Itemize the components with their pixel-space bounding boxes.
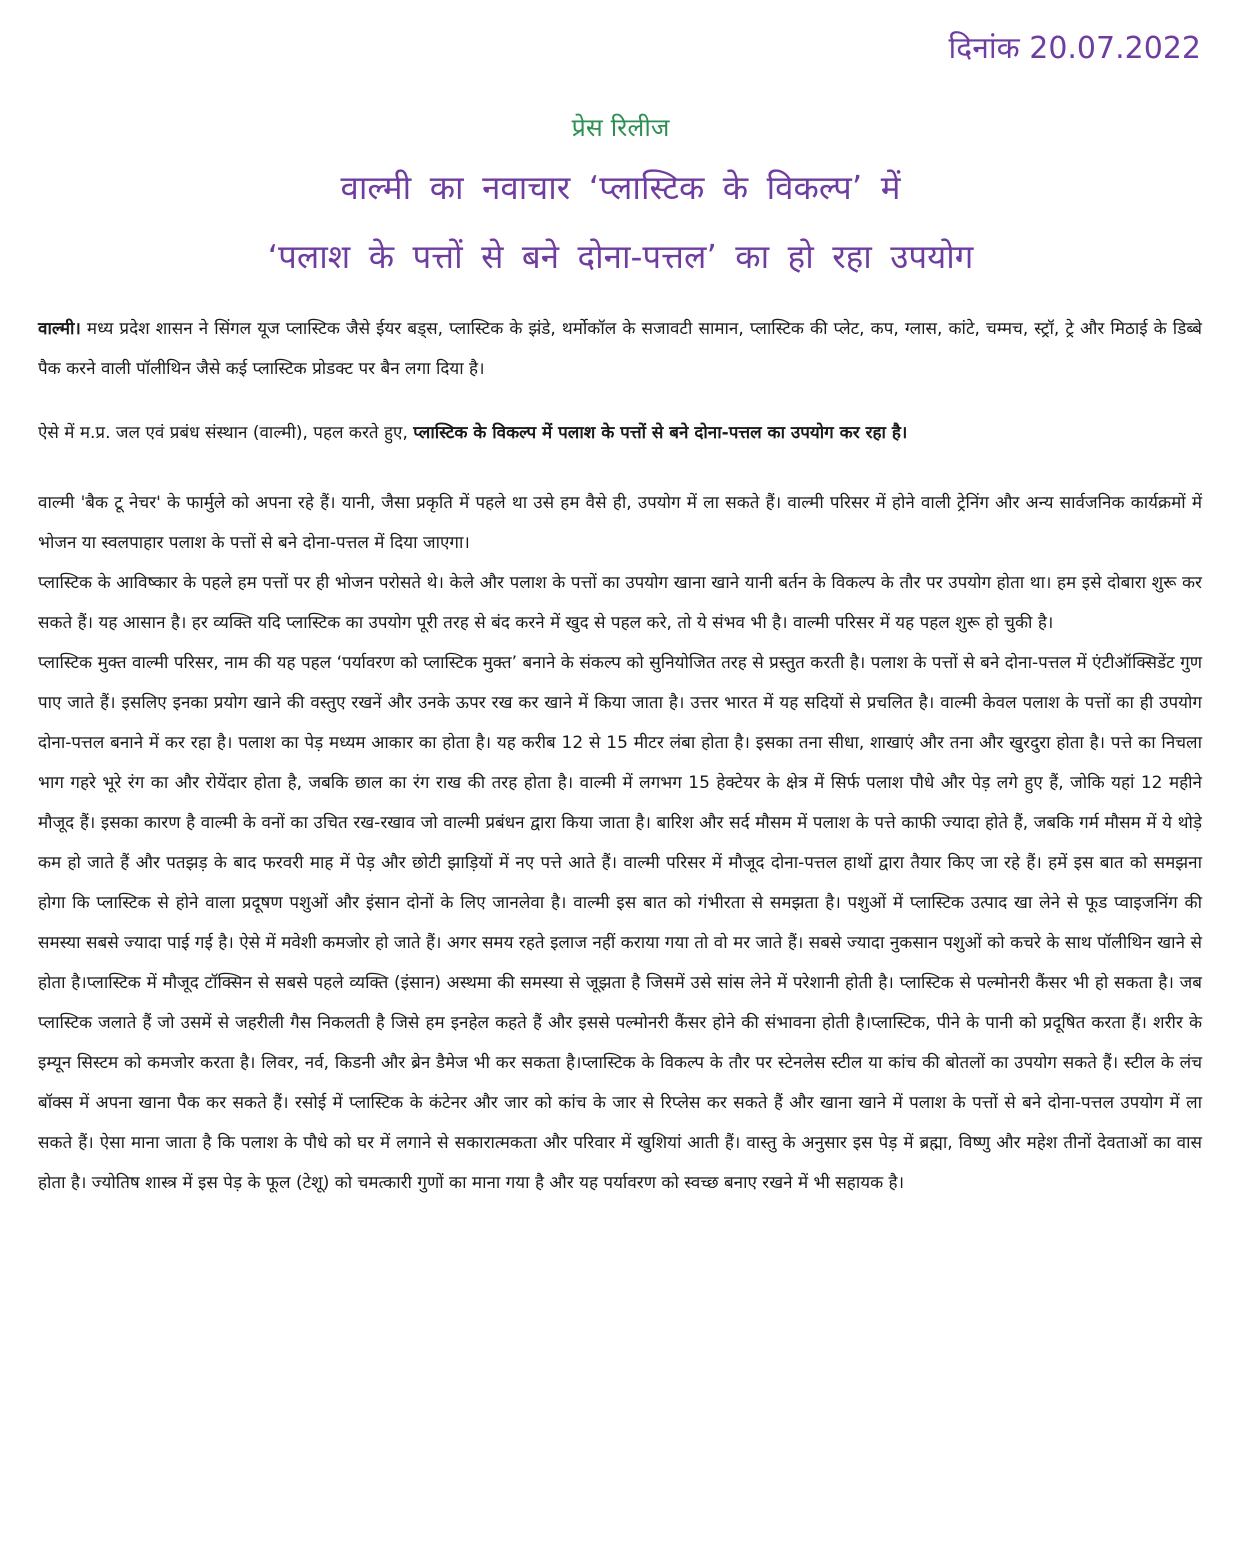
paragraph-4: प्लास्टिक के आविष्कार के पहले हम पत्तों पर ही भोजन परोसते थे। केले और पलाश के पत्तों का उपयोग खाना खाने यानी बर्तन के विकल्प के तौर पर उपयोग होता था। हम इसे दोबारा शुरू कर सकते हैं। यह आसान है। हर व्यक्ति यदि प्लास्टिक का उपयोग पूरी तरह से बंद करने में खुद से पहल करे, तो ये संभव भी है। वाल्मी परिसर में यह पहल शुरू हो चुकी है। <box>38 573 1202 633</box>
release-date: दिनांक 20.07.2022 <box>948 31 1201 66</box>
press-release-label: प्रेस रिलीज <box>571 113 670 142</box>
title-line-1: वाल्मी का नवाचार ‘प्लास्टिक के विकल्प’ में <box>340 167 901 207</box>
article-body <box>38 309 1202 1203</box>
paragraph-5: प्लास्टिक मुक्त वाल्मी परिसर, नाम की यह पहल ‘पर्यावरण को प्लास्टिक मुक्त’ बनाने के संकल्प को सुनियोजित तरह से प्रस्तुत करती है। पलाश के पत्तों से बने दोना-पत्तल में एंटीऑक्सिडेंट गुण पाए जाते हैं। इसलिए इनका प्रयोग खाने की वस्तुए रखनें और उनके ऊपर रख कर खाने में किया जाता है। उत्तर भारत में यह सदियों से प्रचलित है। वाल्मी केवल पलाश के पत्तों का ही उपयोग दोना-पत्तल बनाने में कर रहा है। पलाश का पेड़ मध्यम आकार का होता है। यह करीब 12 से 15 मीटर लंबा होता है। इसका तना सीधा, शाखाएं और तना और खुरदुरा होता है। पत्ते का निचला भाग गहरे भूरे रंग का और रोयेंदार होता है, जबकि छाल का रंग राख की तरह होता है। वाल्मी में लगभग 15 हेक्टेयर के क्षेत्र में सिर्फ पलाश पौधे और पेड़ लगे हुए हैं, जोकि यहां 12 महीने मौजूद हैं। इसका कारण है वाल्मी के वनों का उचित रख-रखाव जो वाल्मी प्रबंधन द्वारा किया जाता है। बारिश और सर्द मौसम में पलाश के पत्ते काफी ज्यादा होते हैं, जबकि गर्म मौसम में ये थोड़े कम हो जाते हैं और पतझड़ के बाद फरवरी माह में पेड़ और छोटी झाड़ियों में नए पत्ते आते हैं। वाल्मी परिसर में मौजूद दोना-पत्तल हाथों द्वारा तैयार किए जा रहे हैं। हमें इस बात को समझना होगा कि प्लास्टिक से होने वाला प्रदूषण पशुओं और इंसान दोनों के लिए जानलेवा है। वाल्मी इस बात को गंभीरता से समझता है। पशुओं में प्लास्टिक उत्पाद खा लेने से फूड प्वाइजनिंग की समस्या सबसे ज्यादा पाई गई है। ऐसे में मवेशी कमजोर हो जाते हैं। अगर समय रहते इलाज नहीं कराया गया तो वो मर जाते हैं। सबसे ज्यादा नुकसान पशुओं को कचरे के साथ पॉलीथिन खाने से होता है।प्लास्टिक में मौजूद टॉक्सिन से सबसे पहले व्यक्ति (इंसान) अस्थमा की समस्या से जूझता है जिसमें उसे सांस लेने में परेशानी होती है। प्लास्टिक से पल्मोनरी कैंसर भी हो सकता है। जब प्लास्टिक जलाते हैं जो उसमें से जहरीली गैस निकलती है जिसे हम इनहेल कहते हैं और इससे पल्मोनरी कैंसर होने की संभावना होती है।प्लास्टिक, पीने के पानी को प्रदूषित करता हैं। शरीर के इम्यून सिस्टम को कमजोर करता है। लिवर, नर्व, किडनी और ब्रेन डैमेज भी कर सकता है।प्लास्टिक के विकल्प के तौर पर स्टेनलेस स्टील या कांच की बोतलों का उपयोग सकते हैं। स्टील के लंच बॉक्स में अपना खाना पैक कर सकते हैं। रसोई में प्लास्टिक के कंटेनर और जार को कांच के जार से रिप्लेस कर सकते हैं और खाना खाने में पलाश के पत्तों से बने दोना-पत्तल उपयोग में ला सकते हैं। ऐसा माना जाता है कि पलाश के पौधे को घर में लगाने से सकारात्मकता और परिवार में खुशियां आती हैं। वास्तु के अनुसार इस पेड़ में ब्रह्मा, विष्णु और महेश तीनों देवताओं का वास होता है। ज्योतिष शास्त्र में इस पेड़ के फूल (टेशू) को चमत्कारी गुणों का माना गया है और यह पर्यावरण को स्वच्छ बनाए रखने में भी सहायक है। <box>38 653 1202 1193</box>
paragraph-2 <box>38 413 1202 453</box>
paragraph-2-highlight: प्लास्टिक के विकल्प में पलाश के पत्तों से बने दोना-पत्तल का उपयोग कर रहा है। <box>413 423 908 443</box>
paragraph-1-text: मध्य प्रदेश शासन ने सिंगल यूज प्लास्टिक जैसे ईयर बड्स, प्लास्टिक के झंडे, थर्मोकॉल के सजावटी सामान, प्लास्टिक की प्लेट, कप, ग्लास, कांटे, चम्मच, स्ट्रॉ, ट्रे और मिठाई के डिब्बे पैक करने वाली पॉलीथिन जैसे कई प्लास्टिक प्रोडक्ट पर बैन लगा दिया है। <box>38 319 1202 379</box>
paragraph-1 <box>38 309 1202 389</box>
title-line-2: ‘पलाश के पत्तों से बने दोना-पत्तल’ का हो रहा उपयोग <box>267 236 974 276</box>
dateline: वाल्मी। <box>38 319 81 339</box>
paragraph-3: वाल्मी 'बैक टू नेचर' के फार्मुले को अपना रहे हैं। यानी, जैसा प्रकृति में पहले था उसे हम वैसे ही, उपयोग में ला सकते हैं। वाल्मी परिसर में होने वाली ट्रेनिंग और अन्य सार्वजनिक कार्यक्रमों में भोजन या स्वलपाहार पलाश के पत्तों से बने दोना-पत्तल में दिया जाएगा। <box>38 493 1202 553</box>
heading-block <box>0 112 1241 305</box>
paragraph-2-text: ऐसे में म.प्र. जल एवं प्रबंध संस्थान (वाल्मी), पहल करते हुए, <box>38 423 414 443</box>
